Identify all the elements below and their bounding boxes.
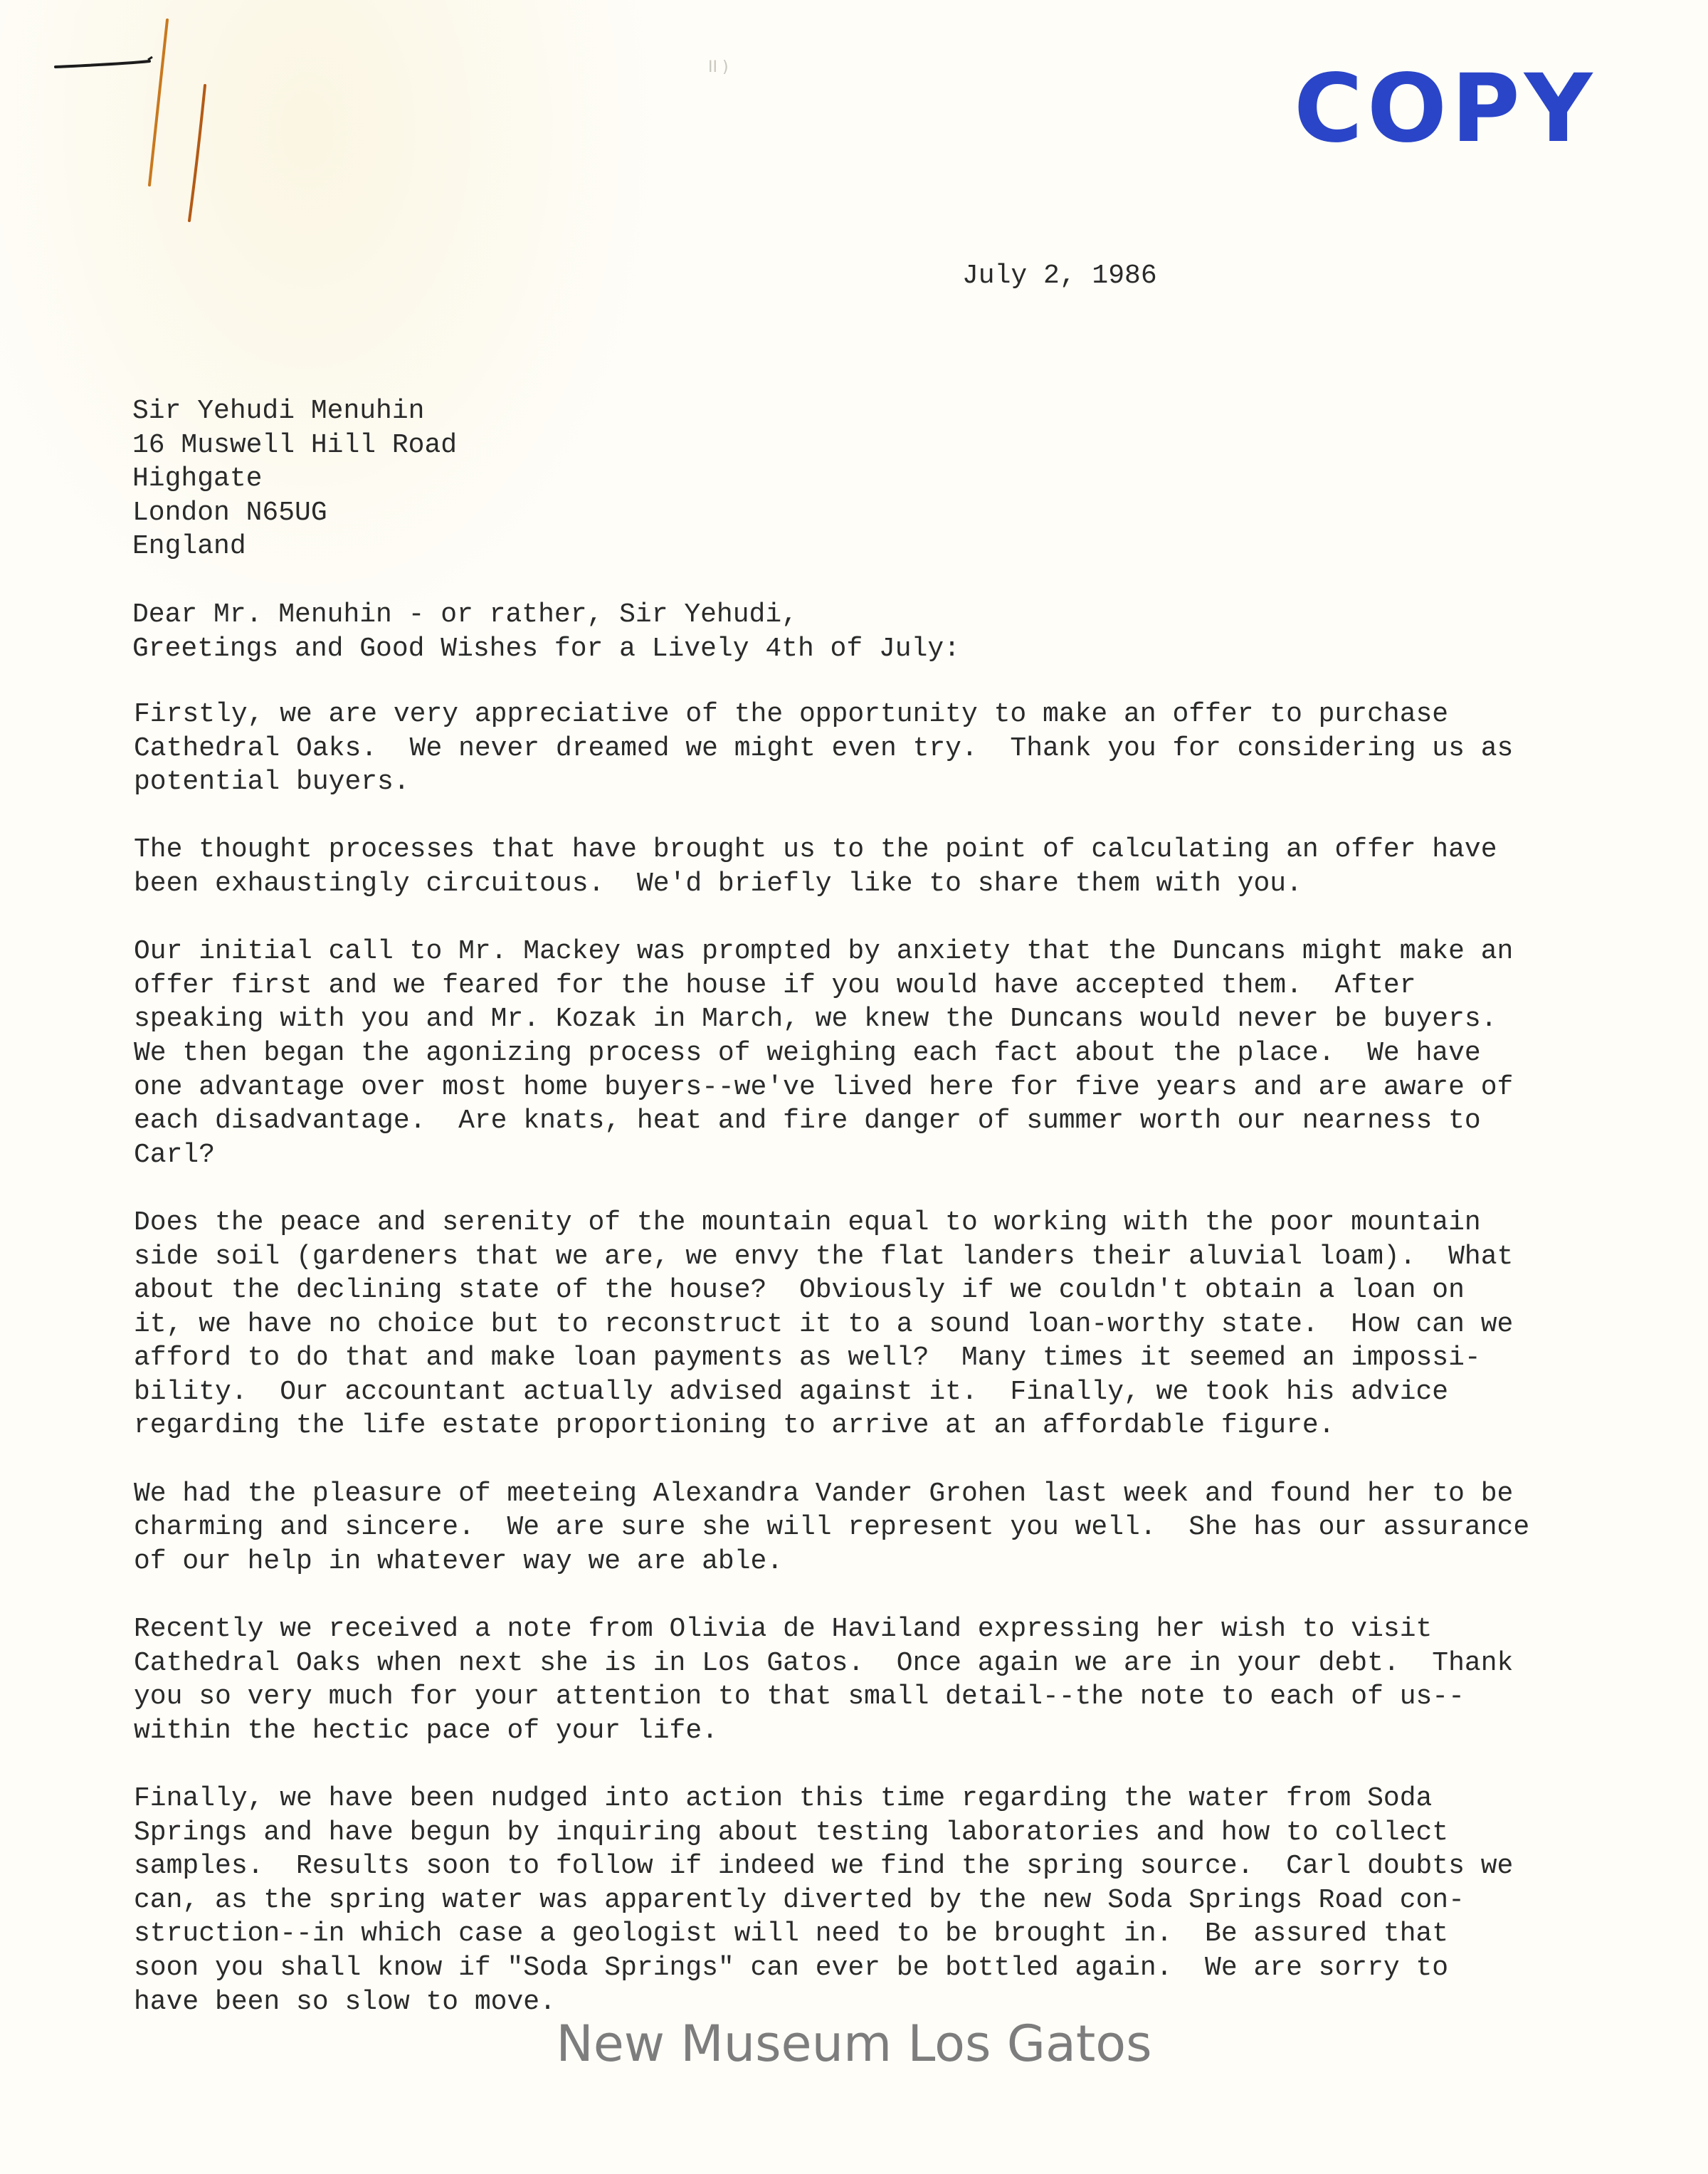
address-line: Highgate [132, 463, 263, 494]
address-line: England [132, 531, 246, 562]
body-line: Cathedral Oaks when next she is in Los Gatos. Once again we are in your debt. Thank [134, 1647, 1514, 1679]
body-line: each disadvantage. Are knats, heat and fire danger of summer worth our nearness to [134, 1106, 1481, 1137]
body-line: Springs and have begun by inquiring about testing laboratories and how to collect [134, 1817, 1449, 1848]
body-line: We then began the agonizing process of weighing each fact about the place. We have [134, 1037, 1481, 1068]
body-line: have been so slow to move. [134, 1986, 556, 2017]
body-line: Does the peace and serenity of the mountain equal to working with the poor mountain [134, 1207, 1481, 1238]
salutation-line: Greetings and Good Wishes for a Lively 4th of July: [132, 633, 960, 664]
faint-header-mark: II ) [708, 58, 729, 76]
body-line: about the declining state of the house? Obviously if we couldn't obtain a loan on [134, 1275, 1465, 1306]
body-line: soon you shall know if "Soda Springs" can ever be bottled again. We are sorry to [134, 1952, 1449, 1983]
body-line: afford to do that and make loan payments as well? Many times it seemed an impossi- [134, 1343, 1481, 1374]
body-line: Finally, we have been nudged into action this time regarding the water from Soda [134, 1783, 1433, 1814]
paragraph-5 [134, 1477, 1600, 1579]
copy-stamp [1288, 50, 1608, 157]
museum-footer-watermark: New Museum Los Gatos [556, 2015, 1152, 2073]
address-line: Sir Yehudi Menuhin [132, 396, 425, 426]
paragraph-2 [134, 833, 1600, 900]
letter-body [134, 698, 1600, 2053]
handwritten-pen-marks [43, 14, 228, 228]
body-line: of our help in whatever way we are able. [134, 1545, 784, 1577]
body-line: Firstly, we are very appreciative of the opportunity to make an offer to purchase [134, 699, 1449, 730]
body-line: can, as the spring water was apparently diverted by the new Soda Springs Road con- [134, 1884, 1465, 1916]
body-line: We had the pleasure of meeteing Alexandra Vander Grohen last week and found her to be [134, 1478, 1514, 1509]
paragraph-7 [134, 1782, 1600, 2019]
body-line: one advantage over most home buyers--we've lived here for five years and are aware of [134, 1071, 1514, 1103]
body-line: potential buyers. [134, 767, 410, 798]
body-line: Our initial call to Mr. Mackey was prompted by anxiety that the Duncans might make an [134, 936, 1514, 967]
recipient-address [132, 394, 457, 564]
salutation-line: Dear Mr. Menuhin - or rather, Sir Yehudi, [132, 599, 798, 630]
letter-date: July 2, 1986 [962, 261, 1157, 291]
body-line: bility. Our accountant actually advised against it. Finally, we took his advice [134, 1376, 1449, 1407]
body-line: charming and sincere. We are sure she will represent you well. She has our assurance [134, 1512, 1530, 1543]
body-line: it, we have no choice but to reconstruct it to a sound loan-worthy state. How can we [134, 1308, 1514, 1340]
salutation [132, 598, 960, 666]
body-line: samples. Results soon to follow if indeed we find the spring source. Carl doubts we [134, 1851, 1514, 1882]
paragraph-1 [134, 698, 1600, 799]
body-line: regarding the life estate proportioning to arrive at an affordable figure. [134, 1410, 1335, 1442]
paragraph-3 [134, 935, 1600, 1172]
address-line: 16 Muswell Hill Road [132, 429, 458, 461]
body-line: Carl? [134, 1139, 216, 1170]
body-line: been exhaustingly circuitous. We'd briefly like to share them with you. [134, 868, 1302, 899]
paragraph-4 [134, 1206, 1600, 1443]
body-line: struction--in which case a geologist will need to be brought in. Be assured that [134, 1918, 1449, 1950]
copy-stamp-text: COPY [1294, 54, 1597, 157]
body-line: The thought processes that have brought us to the point of calculating an offer have [134, 834, 1497, 866]
body-line: Recently we received a note from Olivia de Haviland expressing her wish to visit [134, 1614, 1433, 1645]
body-line: you so very much for your attention to that small detail--the note to each of us-- [134, 1681, 1465, 1713]
body-line: Cathedral Oaks. We never dreamed we might even try. Thank you for considering us as [134, 732, 1514, 764]
body-line: side soil (gardeners that we are, we envy the flat landers their aluvial loam). What [134, 1241, 1514, 1272]
body-line: within the hectic pace of your life. [134, 1715, 718, 1746]
body-line: offer first and we feared for the house if you would have accepted them. After [134, 970, 1416, 1001]
address-line: London N65UG [132, 497, 327, 528]
paragraph-6 [134, 1612, 1600, 1748]
body-line: speaking with you and Mr. Kozak in March, we knew the Duncans would never be buyers. [134, 1004, 1497, 1035]
